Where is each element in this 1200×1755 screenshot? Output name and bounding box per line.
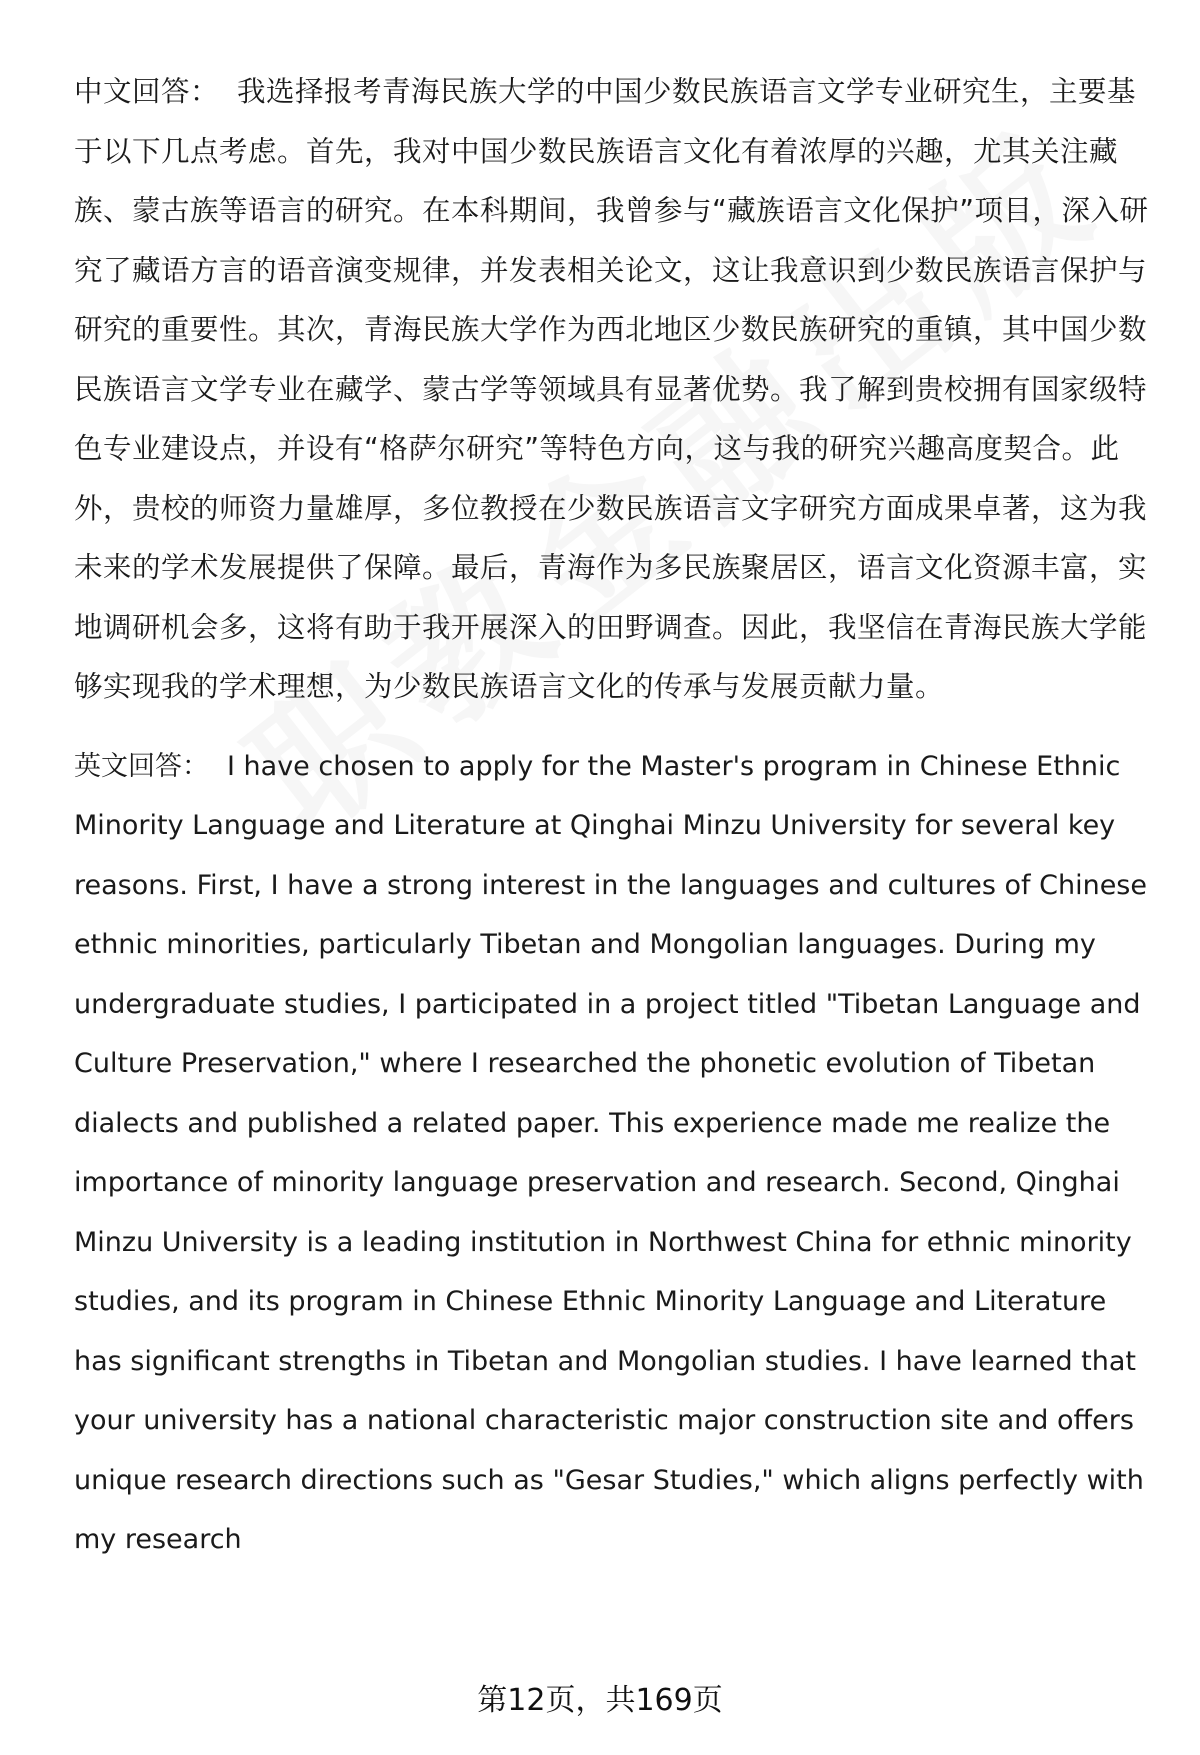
chinese-answer-paragraph (74, 62, 1158, 717)
english-answer-text: I have chosen to apply for the Master's program in Chinese Ethnic Minority Language and Literature at Qinghai Minzu University for several key reasons. First, I have a strong interest in the languages and cultures of Chinese ethnic minorities, particularly Tibetan and Mongolian languages. During my undergraduate studies, I participated in a project titled "Tibetan Language and Culture Preservation," where I researched the phonetic evolution of Tibetan dialects and published a related paper. This experience made me realize the importance of minority language preservation and research. Second, Qinghai Minzu University is a leading institution in Northwest China for ethnic minority studies, and its program in Chinese Ethnic Minority Language and Literature has significant strengths in Tibetan and Mongolian studies. I have learned that your university has a national characteristic major construction site and offers unique research directions such as "Gesar Studies," which aligns perfectly with my research (74, 750, 1147, 1555)
english-answer-label: 英文回答： (74, 750, 209, 782)
english-answer-paragraph (74, 737, 1158, 1570)
chinese-answer-label: 中文回答： (74, 75, 220, 108)
page-number: 第12页，共169页 (477, 1683, 723, 1718)
page-content (74, 62, 1158, 1570)
chinese-answer-text: 我选择报考青海民族大学的中国少数民族语言文学专业研究生，主要基于以下几点考虑。首先，我对中国少数民族语言文化有着浓厚的兴趣，尤其关注藏族、蒙古族等语言的研究。在本科期间，我曾参与“藏族语言文化保护”项目，深入研究了藏语方言的语音演变规律，并发表相关论文，这让我意识到少数民族语言保护与研究的重要性。其次，青海民族大学作为西北地区少数民族研究的重镇，其中国少数民族语言文学专业在藏学、蒙古学等领域具有显著优势。我了解到贵校拥有国家级特色专业建设点，并设有“格萨尔研究”等特色方向，这与我的研究兴趣高度契合。此外，贵校的师资力量雄厚，多位教授在少数民族语言文字研究方面成果卓著，这为我未来的学术发展提供了保障。最后，青海作为多民族聚居区，语言文化资源丰富，实地调研机会多，这将有助于我开展深入的田野调查。因此，我坚信在青海民族大学能够实现我的学术理想，为少数民族语言文化的传承与发展贡献力量。 (74, 75, 1149, 703)
